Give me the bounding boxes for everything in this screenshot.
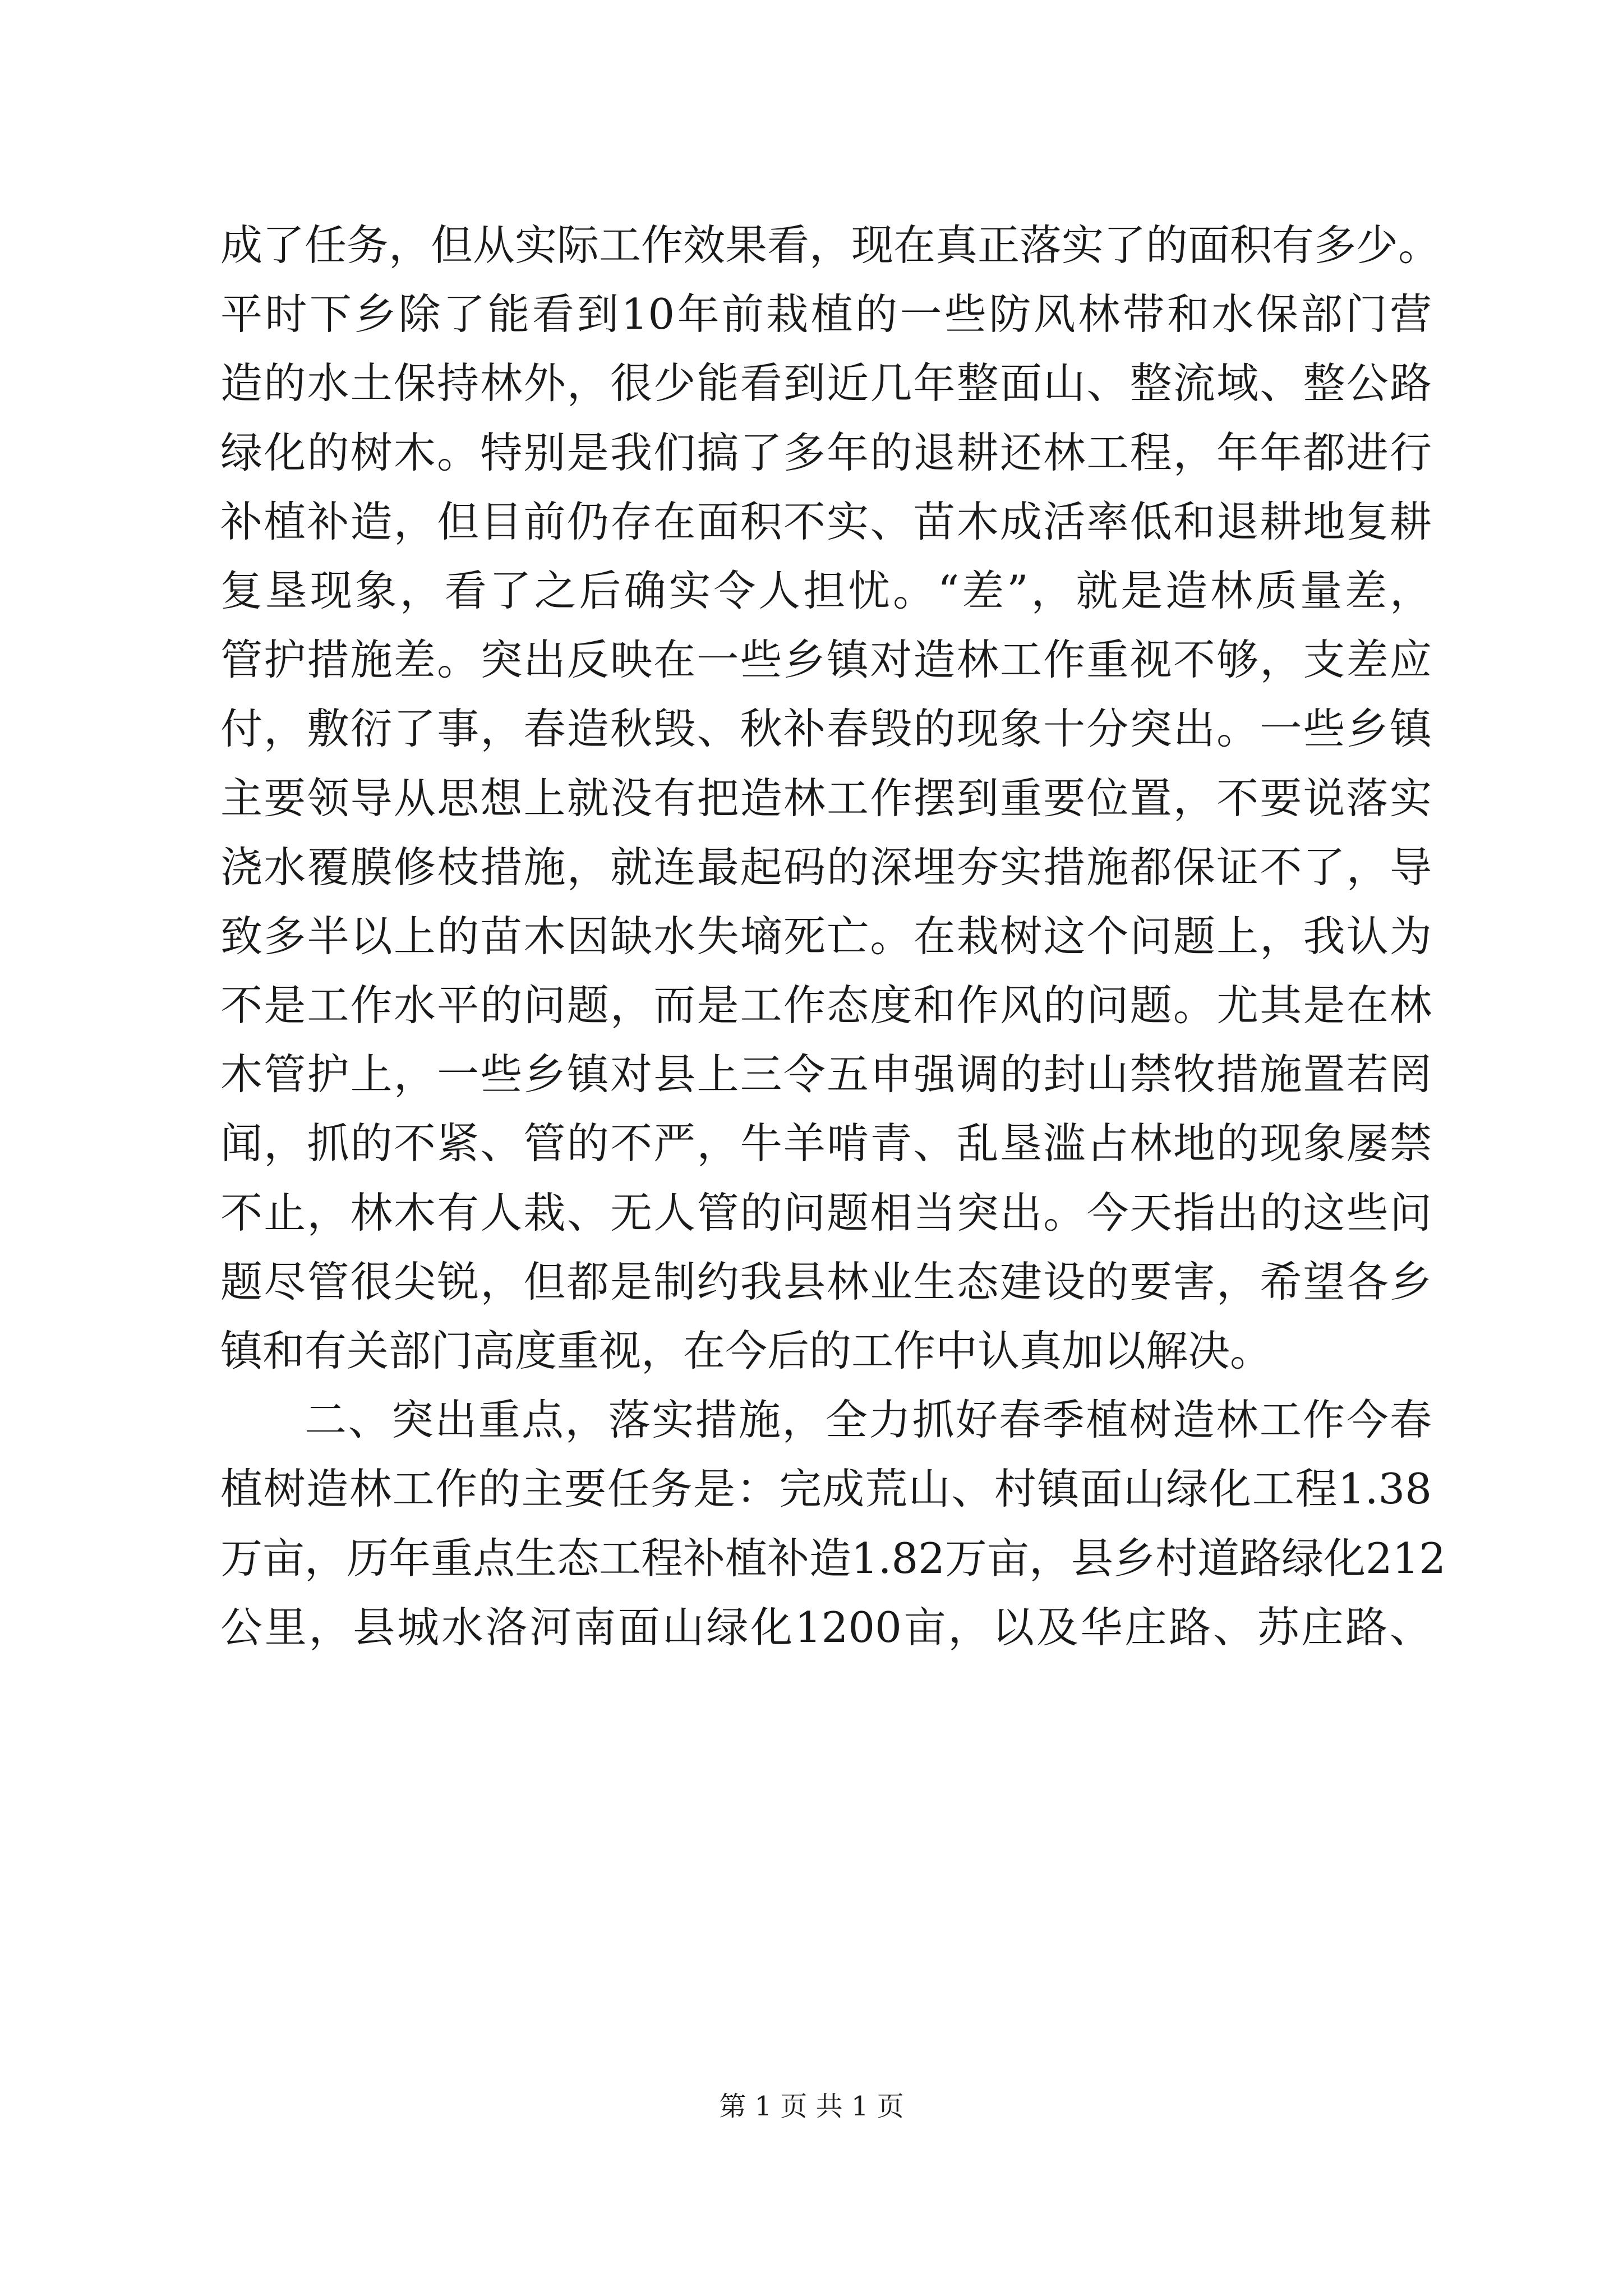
text-line: 成了任务，但从实际工作效果看，现在真正落实了的面积有多少。: [220, 220, 1441, 270]
text-line: 不是工作水平的问题，而是工作态度和作风的问题。尤其是在林: [220, 981, 1432, 1030]
page-footer: 第 1 页 共 1 页: [719, 2091, 904, 2122]
text-line: 不止，林木有人栽、无人管的问题相当突出。今天指出的这些问: [220, 1188, 1432, 1237]
text-line: 闻，抓的不紧、管的不严，牛羊啃青、乱垦滥占林地的现象屡禁: [220, 1119, 1432, 1168]
section-heading-line: 二、突出重点，落实措施，全力抓好春季植树造林工作今春: [305, 1395, 1432, 1445]
paragraph-end-line: 镇和有关部门高度重视，在今后的工作中认真加以解决。: [220, 1326, 1272, 1375]
text-line: 主要领导从思想上就没有把造林工作摆到重要位置，不要说落实: [220, 773, 1432, 823]
text-line: 复垦现象，看了之后确实令人担忧。“差”，就是造林质量差，: [220, 565, 1432, 615]
text-line: 万亩，历年重点生态工程补植补造1.82万亩，县乡村道路绿化212: [220, 1533, 1446, 1583]
text-line: 题尽管很尖锐，但都是制约我县林业生态建设的要害，希望各乡: [220, 1257, 1432, 1306]
document-body: [220, 211, 1446, 1662]
text-line: 绿化的树木。特别是我们搞了多年的退耕还林工程，年年都进行: [220, 427, 1432, 477]
text-line: 补植补造，但目前仍存在面积不实、苗木成活率低和退耕地复耕: [220, 496, 1432, 546]
text-line: 致多半以上的苗木因缺水失墒死亡。在栽树这个问题上，我认为: [220, 911, 1432, 961]
text-line: 付，敷衍了事，春造秋毁、秋补春毁的现象十分突出。一些乡镇: [220, 704, 1432, 754]
text-line: 浇水覆膜修枝措施，就连最起码的深埋夯实措施都保证不了，导: [220, 842, 1432, 892]
text-line: 公里，县城水洛河南面山绿化1200亩，以及华庄路、苏庄路、: [220, 1602, 1432, 1652]
text-line: 植树造林工作的主要任务是：完成荒山、村镇面山绿化工程1.38: [220, 1464, 1432, 1514]
text-line: 管护措施差。突出反映在一些乡镇对造林工作重视不够，支差应: [220, 635, 1432, 685]
text-line: 平时下乡除了能看到10年前栽植的一些防风林带和水保部门营: [220, 289, 1432, 339]
text-line: 造的水土保持林外，很少能看到近几年整面山、整流域、整公路: [220, 358, 1432, 408]
text-line: 木管护上，一些乡镇对县上三令五申强调的封山禁牧措施置若罔: [220, 1050, 1432, 1099]
